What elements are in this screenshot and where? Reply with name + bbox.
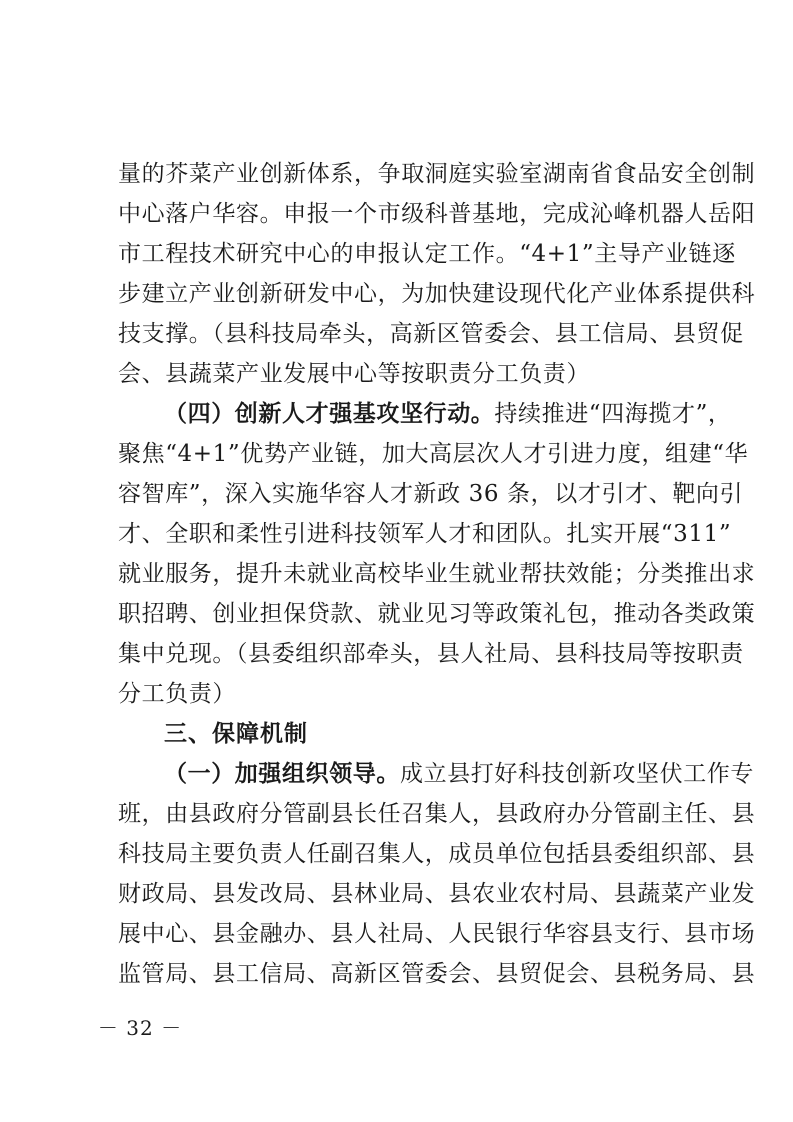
paragraph-one-lead: 成立县打好科技创新攻坚伏工作专 [400,761,754,787]
text-line-13: 集中兑现。（县委组织部牵头，县人社局、县科技局等按职责 [118,641,744,667]
paragraph-one-first-line [118,758,754,790]
text-line-3: 市工程技术研究中心的申报认定工作。“4+1”主导产业链逐 [118,241,736,267]
text-line-4: 步建立产业创新研发中心，为加快建设现代化产业体系提供科 [118,281,756,307]
text-line-8: 聚焦“4+1”优势产业链，加大高层次人才引进力度，组建“华 [118,441,749,467]
paragraph-one-title: （一）加强组织领导。 [164,760,400,787]
page-number: － 32 － [97,1016,183,1040]
text-line-21: 展中心、县金融办、县人社局、人民银行华容县支行、县市场 [118,921,756,947]
text-line-20: 财政局、县发改局、县林业局、县农业农村局、县蔬菜产业发 [118,881,756,907]
text-line-19: 科技局主要负责人任副召集人，成员单位包括县委组织部、县 [118,841,756,867]
text-line-1: 量的芥菜产业创新体系，争取洞庭实验室湖南省食品安全创制 [118,161,756,187]
text-line-11: 就业服务，提升未就业高校毕业生就业帮扶效能；分类推出求 [118,561,756,587]
paragraph-four-lead: 持续推进“四海揽才”， [494,401,732,427]
text-line-5: 技支撑。（县科技局牵头，高新区管委会、县工信局、县贸促 [118,321,744,347]
section-heading: 三、保障机制 [164,721,308,747]
text-line-22: 监管局、县工信局、高新区管委会、县贸促会、县税务局、县 [118,961,756,987]
text-line-6: 会、县蔬菜产业发展中心等按职责分工负责） [118,361,590,387]
text-line-14: 分工负责） [118,681,236,707]
text-line-2: 中心落户华容。申报一个市级科普基地，完成沁峰机器人岳阳 [118,201,756,227]
text-line-10: 才、全职和柔性引进科技领军人才和团队。扎实开展“311” [118,521,732,547]
text-line-12: 职招聘、创业担保贷款、就业见习等政策礼包，推动各类政策 [118,601,756,627]
paragraph-four-first-line [118,398,732,430]
text-line-9: 容智库”，深入实施华容人才新政 36 条，以才引才、靶向引 [118,481,744,507]
text-line-18: 班，由县政府分管副县长任召集人，县政府办分管副主任、县 [118,801,756,827]
paragraph-four-title: （四）创新人才强基攻坚行动。 [164,400,495,427]
